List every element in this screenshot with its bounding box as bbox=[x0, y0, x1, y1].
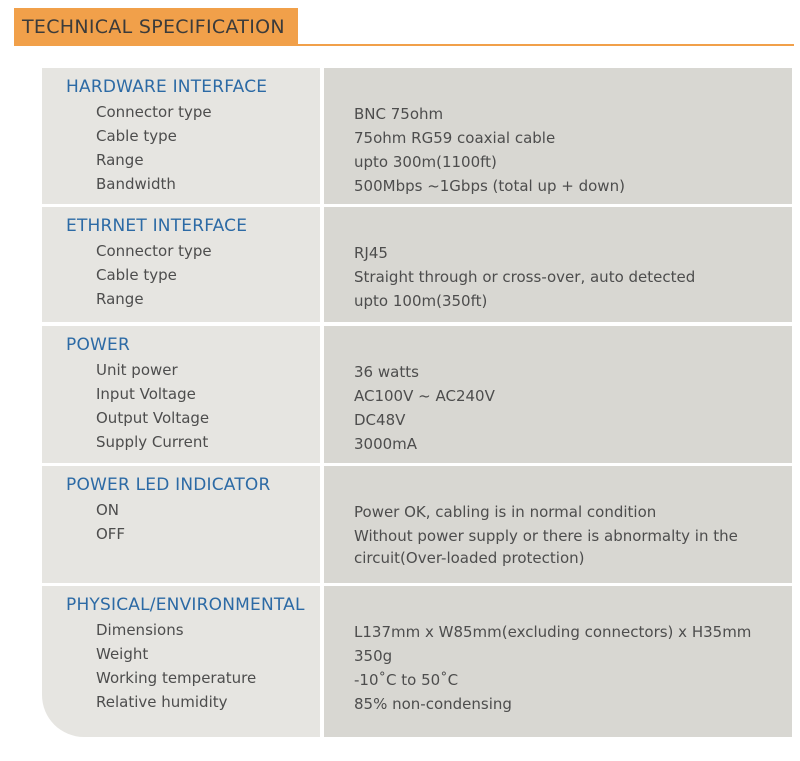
spec-row bbox=[42, 361, 792, 385]
spec-row bbox=[42, 621, 792, 645]
spec-label: Cable type bbox=[96, 266, 177, 284]
spec-value: Power OK, cabling is in normal condition bbox=[354, 503, 657, 521]
section-heading: HARDWARE INTERFACE bbox=[66, 77, 268, 97]
spec-row bbox=[42, 433, 792, 457]
spec-value: DC48V bbox=[354, 411, 406, 429]
section-physical-environmental bbox=[42, 586, 792, 737]
spec-label: Supply Current bbox=[96, 433, 209, 451]
page-title: TECHNICAL SPECIFICATION bbox=[22, 16, 285, 38]
spec-value: upto 300m(1100ft) bbox=[354, 153, 497, 171]
spec-value: RJ45 bbox=[354, 244, 388, 262]
spec-value: AC100V ~ AC240V bbox=[354, 387, 495, 405]
spec-row bbox=[42, 693, 792, 717]
spec-label: Working temperature bbox=[96, 669, 257, 687]
spec-row bbox=[42, 127, 792, 151]
spec-label: Connector type bbox=[96, 103, 212, 121]
spec-row bbox=[42, 501, 792, 525]
spec-value: 3000mA bbox=[354, 435, 418, 453]
section-power-led-indicator bbox=[42, 466, 792, 583]
spec-label: OFF bbox=[96, 525, 126, 543]
spec-value: 85% non-condensing bbox=[354, 695, 512, 713]
title-banner bbox=[14, 8, 298, 46]
spec-row bbox=[42, 103, 792, 127]
section-hardware-interface bbox=[42, 68, 792, 204]
spec-row bbox=[42, 175, 792, 199]
section-power bbox=[42, 326, 792, 463]
spec-value: 75ohm RG59 coaxial cable bbox=[354, 129, 556, 147]
spec-label: ON bbox=[96, 501, 120, 519]
spec-row bbox=[42, 409, 792, 433]
spec-row bbox=[42, 669, 792, 693]
spec-label: Unit power bbox=[96, 361, 178, 379]
spec-row bbox=[42, 290, 792, 314]
spec-label: Cable type bbox=[96, 127, 177, 145]
section-heading: POWER bbox=[66, 335, 130, 355]
spec-label: Connector type bbox=[96, 242, 212, 260]
spec-label: Input Voltage bbox=[96, 385, 196, 403]
spec-row bbox=[42, 645, 792, 669]
section-ethernet-interface bbox=[42, 207, 792, 322]
spec-value: -10˚C to 50˚C bbox=[354, 671, 459, 689]
section-heading: ETHRNET INTERFACE bbox=[66, 216, 248, 236]
spec-label: Relative humidity bbox=[96, 693, 228, 711]
spec-row bbox=[42, 385, 792, 409]
spec-value: upto 100m(350ft) bbox=[354, 292, 488, 310]
spec-row bbox=[42, 525, 792, 567]
spec-value: BNC 75ohm bbox=[354, 105, 444, 123]
spec-value: 500Mbps ~1Gbps (total up + down) bbox=[354, 177, 625, 195]
spec-value: 36 watts bbox=[354, 363, 419, 381]
section-heading: POWER LED INDICATOR bbox=[66, 475, 271, 495]
spec-value: 350g bbox=[354, 647, 393, 665]
section-heading: PHYSICAL/ENVIRONMENTAL bbox=[66, 595, 305, 615]
spec-label: Range bbox=[96, 151, 144, 169]
spec-row bbox=[42, 242, 792, 266]
spec-value: L137mm x W85mm(excluding connectors) x H35mm bbox=[354, 623, 752, 641]
spec-value: Without power supply or there is abnormalty in the circuit(Over-loaded protection) bbox=[354, 527, 738, 567]
spec-label: Output Voltage bbox=[96, 409, 210, 427]
spec-value: Straight through or cross-over, auto detected bbox=[354, 268, 696, 286]
title-divider bbox=[14, 44, 794, 46]
spec-label: Weight bbox=[96, 645, 149, 663]
spec-row bbox=[42, 266, 792, 290]
spec-label: Bandwidth bbox=[96, 175, 176, 193]
spec-row bbox=[42, 151, 792, 175]
spec-label: Dimensions bbox=[96, 621, 184, 639]
spec-label: Range bbox=[96, 290, 144, 308]
